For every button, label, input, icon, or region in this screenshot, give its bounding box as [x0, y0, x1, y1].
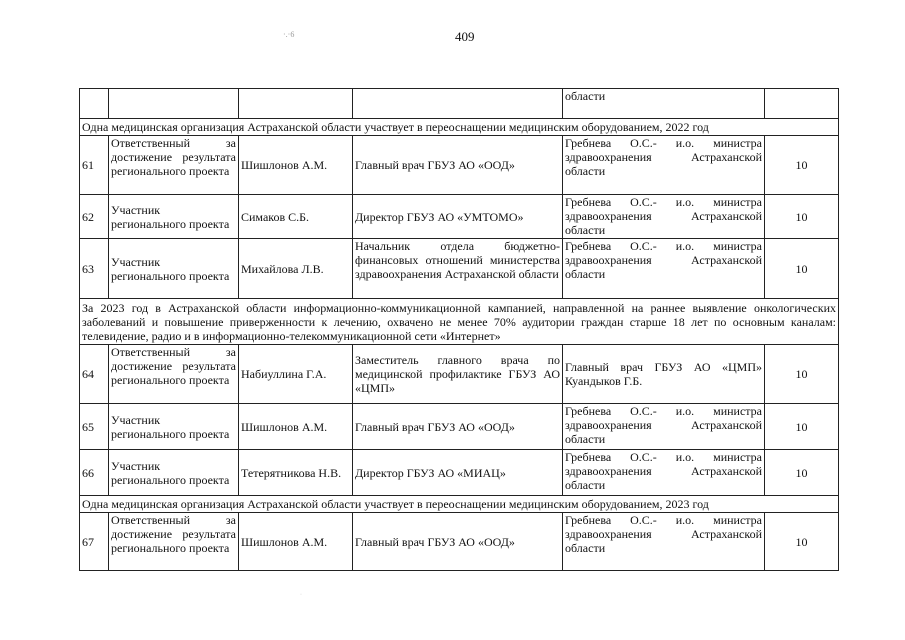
- row-position: Главный врач ГБУЗ АО «ООД»: [353, 136, 563, 195]
- row-score: 10: [765, 239, 839, 299]
- row-number: 65: [80, 404, 109, 450]
- table-row: [80, 195, 839, 239]
- table-row: [80, 404, 839, 450]
- scan-dot: ·: [300, 592, 302, 598]
- cell-num: [80, 89, 109, 119]
- row-name: Михайлова Л.В.: [239, 239, 353, 299]
- cell-role: [109, 89, 239, 119]
- cell-score: [765, 89, 839, 119]
- row-number: 62: [80, 195, 109, 239]
- table-row: [80, 89, 839, 119]
- row-score: 10: [765, 450, 839, 496]
- row-score: 10: [765, 345, 839, 404]
- row-position: Директор ГБУЗ АО «УМТОМО»: [353, 195, 563, 239]
- row-number: 67: [80, 513, 109, 571]
- section-row: [80, 119, 839, 136]
- section-title: Одна медицинская организация Астраханской области участвует в переоснащении медицинским оборудованием, 2022 год: [80, 119, 839, 136]
- row-number: 64: [80, 345, 109, 404]
- row-approver: Гребнева О.С.- и.о. министра здравоохранения Астраханской области: [563, 239, 765, 299]
- row-position: Главный врач ГБУЗ АО «ООД»: [353, 513, 563, 571]
- row-approver: Гребнева О.С.- и.о. министра здравоохранения Астраханской области: [563, 195, 765, 239]
- section-title: Одна медицинская организация Астраханской области участвует в переоснащении медицинским оборудованием, 2023 год: [80, 496, 839, 513]
- row-name: Шишлонов А.М.: [239, 136, 353, 195]
- section-row: [80, 496, 839, 513]
- row-role: Участник регионального проекта: [109, 404, 239, 450]
- row-role: Ответственный за достижение результата регионального проекта: [109, 513, 239, 571]
- row-role: Участник регионального проекта: [109, 239, 239, 299]
- row-name: Шишлонов А.М.: [239, 404, 353, 450]
- row-name: Тетерятникова Н.В.: [239, 450, 353, 496]
- row-number: 63: [80, 239, 109, 299]
- row-approver: Гребнева О.С.- и.о. министра здравоохранения Астраханской области: [563, 136, 765, 195]
- table-row: [80, 450, 839, 496]
- row-position: Главный врач ГБУЗ АО «ООД»: [353, 404, 563, 450]
- row-approver: Гребнева О.С.- и.о. министра здравоохранения Астраханской области: [563, 404, 765, 450]
- row-approver: Гребнева О.С.- и.о. министра здравоохранения Астраханской области: [563, 450, 765, 496]
- row-score: 10: [765, 136, 839, 195]
- row-position: Заместитель главного врача по медицинской профилактике ГБУЗ АО «ЦМП»: [353, 345, 563, 404]
- row-approver: Главный врач ГБУЗ АО «ЦМП» Куандыков Г.Б.: [563, 345, 765, 404]
- row-name: Набиуллина Г.А.: [239, 345, 353, 404]
- row-position: Директор ГБУЗ АО «МИАЦ»: [353, 450, 563, 496]
- row-role: Участник регионального проекта: [109, 195, 239, 239]
- row-number: 66: [80, 450, 109, 496]
- table-row: [80, 345, 839, 404]
- row-score: 10: [765, 513, 839, 571]
- row-score: 10: [765, 195, 839, 239]
- cell-approver: области: [563, 89, 765, 119]
- row-role: Ответственный за достижение результата регионального проекта: [109, 345, 239, 404]
- row-score: 10: [765, 404, 839, 450]
- section-title: За 2023 год в Астраханской области информационно-коммуникационной кампанией, направленной на раннее выявление онкологических заболеваний и повышение приверженности к лечению, охвачено не менее 70% аудитории граждан старше 18 лет по основным каналам: телевидение, радио и в информационно-телекоммуникационной сети «Интернет»: [80, 299, 839, 345]
- row-approver: Гребнева О.С.- и.о. министра здравоохранения Астраханской области: [563, 513, 765, 571]
- row-name: Симаков С.Б.: [239, 195, 353, 239]
- table-row: [80, 513, 839, 571]
- cell-position: [353, 89, 563, 119]
- row-role: Ответственный за достижение результата регионального проекта: [109, 136, 239, 195]
- section-row: [80, 299, 839, 345]
- row-position: Начальник отдела бюджетно-финансовых отношений министерства здравоохранения Астраханской области: [353, 239, 563, 299]
- scan-mark: ·.·6: [283, 30, 295, 39]
- cell-name: [239, 89, 353, 119]
- page-number: 409: [455, 29, 475, 44]
- row-role: Участник регионального проекта: [109, 450, 239, 496]
- responsibility-table: [79, 88, 839, 571]
- table-row: [80, 136, 839, 195]
- row-number: 61: [80, 136, 109, 195]
- row-name: Шишлонов А.М.: [239, 513, 353, 571]
- table-row: [80, 239, 839, 299]
